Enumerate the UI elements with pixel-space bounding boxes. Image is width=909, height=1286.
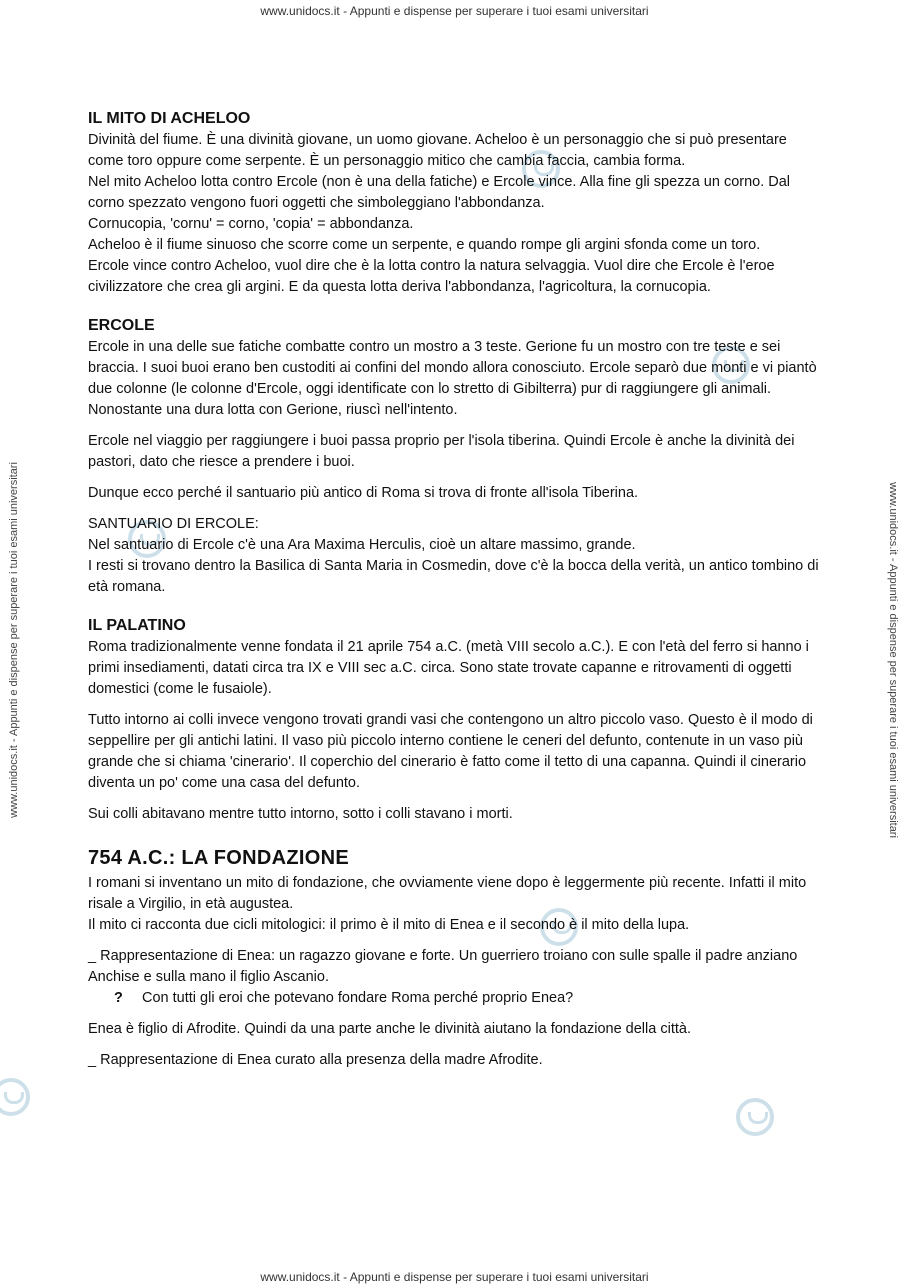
paragraph: _ Rappresentazione di Enea: un ragazzo giovane e forte. Un guerriero troiano con sulle spalle il padre anziano Anchise e sulla mano il figlio Ascanio. (88, 948, 798, 985)
paragraph: Ercole nel viaggio per raggiungere i buoi passa proprio per l'isola tiberina. Quindi Ercole è anche la divinità dei pastori, dato che riesce a prendere i buoi. (88, 433, 795, 470)
section-title: ERCOLE (88, 317, 155, 334)
paragraph: Cornucopia, 'cornu' = corno, 'copia' = abbondanza. (88, 216, 414, 232)
paragraph: I resti si trovano dentro la Basilica di Santa Maria in Cosmedin, dove c'è la bocca della verità, un antico tombino di età romana. (88, 558, 819, 595)
page-header-watermark: www.unidocs.it - Appunti e dispense per superare i tuoi esami universitari (260, 4, 649, 18)
paragraph: Roma tradizionalmente venne fondata il 21 aprile 754 a.C. (metà VIII secolo a.C.). E con l'età del ferro si hanno i primi insediamenti, datati circa tra IX e VIII sec a.C. circa. Sono state trovate capanne e ritrovamenti di oggetti domestici (come le fusaiole). (88, 639, 809, 697)
subheading: SANTUARIO DI ERCOLE: (88, 516, 259, 532)
paragraph: Tutto intorno ai colli invece vengono trovati grandi vasi che contengono un altro piccolo vaso. Questo è il modo di seppellire per gli antichi latini. Il vaso più piccolo interno contiene le ceneri del defunto, contenute in un vaso più grande che si chiama 'cinerario'. Il coperchio del cinerario è fatto come il tetto di una capanna. Quindi il cinerario diventa un po' come una casa del defunto. (88, 712, 813, 791)
paragraph: Ercole vince contro Acheloo, vuol dire che è la lotta contro la natura selvaggia. Vuol dire che Ercole è l'eroe civilizzatore che crea gli argini. E da questa lotta deriva l'abbondanza, l'agricoltura, la cornucopia. (88, 258, 775, 295)
chapter-title: 754 A.C.: LA FONDAZIONE (88, 847, 349, 869)
question-item (88, 988, 826, 1009)
paragraph: I romani si inventano un mito di fondazione, che ovviamente viene dopo è leggermente più recente. Infatti il mito risale a Virgilio, in età augustea. (88, 875, 807, 912)
paragraph: Dunque ecco perché il santuario più antico di Roma si trova di fronte all'isola Tiberina. (88, 485, 639, 501)
paragraph: Divinità del fiume. È una divinità giovane, un uomo giovane. Acheloo è un personaggio che si può presentare come toro oppure come serpente. È un personaggio mitico che cambia faccia, cambia forma. (88, 132, 787, 169)
paragraph: Nel mito Acheloo lotta contro Ercole (non è una della fatiche) e Ercole vince. Alla fine gli spezza un corno. Dal corno spezzato vengono fuori oggetti che simboleggiano l'abbondanza. (88, 174, 791, 211)
paragraph: Nel santuario di Ercole c'è una Ara Maxima Herculis, cioè un altare massimo, grande. (88, 537, 636, 553)
document-body (88, 108, 826, 1071)
watermark-logo-icon (0, 1078, 30, 1116)
section-title: IL MITO DI ACHELOO (88, 110, 251, 127)
paragraph: Sui colli abitavano mentre tutto intorno, sotto i colli stavano i morti. (88, 806, 513, 822)
question-text: Con tutti gli eroi che potevano fondare Roma perché proprio Enea? (142, 990, 574, 1006)
paragraph: Enea è figlio di Afrodite. Quindi da una parte anche le divinità aiutano la fondazione della città. (88, 1021, 691, 1037)
paragraph: Acheloo è il fiume sinuoso che scorre come un serpente, e quando rompe gli argini sfonda come un toro. (88, 237, 761, 253)
watermark-logo-icon (736, 1098, 774, 1136)
page-footer-watermark: www.unidocs.it - Appunti e dispense per superare i tuoi esami universitari (260, 1270, 649, 1284)
paragraph: Il mito ci racconta due cicli mitologici: il primo è il mito di Enea e il secondo è il mito della lupa. (88, 917, 690, 933)
paragraph: _ Rappresentazione di Enea curato alla presenza della madre Afrodite. (88, 1052, 543, 1068)
side-watermark-right: www.unidocs.it - Appunti e dispense per superare i tuoi esami universitari (887, 482, 899, 838)
side-watermark-left: www.unidocs.it - Appunti e dispense per superare i tuoi esami universitari (8, 462, 20, 818)
paragraph: Ercole in una delle sue fatiche combatte contro un mostro a 3 teste. Gerione fu un mostro con tre teste e sei braccia. I suoi buoi erano ben custoditi ai confini del mondo allora conosciuto. Ercole separò due monti e vi piantò due colonne (le colonne d'Ercole, oggi identificate con lo stretto di Gibilterra) pur di raggiungere gli animali. Nonostante una dura lotta con Gerione, riuscì nell'intento. (88, 339, 817, 418)
question-mark-bullet: ? (114, 990, 123, 1006)
section-title: IL PALATINO (88, 617, 186, 634)
